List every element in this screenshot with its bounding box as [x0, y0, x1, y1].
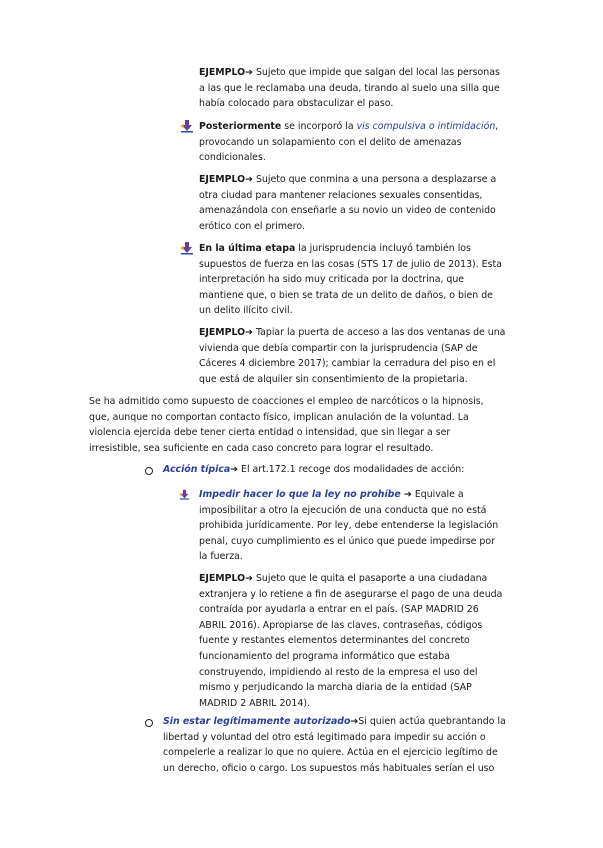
example-label: EJEMPLO	[199, 573, 246, 584]
text-line: Se ha admitido como supuesto de coacciones el empleo de narcóticos o la hipnosis,	[89, 396, 484, 407]
text-line: otra ciudad para mantener relaciones sexuales consentidas,	[199, 189, 483, 201]
text-line: penal, cuyo cumplimiento es el único que puede impedirse por	[199, 535, 495, 547]
text-line: MADRID 2 ABRIL 2014).	[199, 697, 310, 709]
text-line: irresistible, sea suficiente en cada caso concreto para lograr el resultado.	[89, 442, 434, 454]
text-line: libertad y voluntad del otro está legitimado para impedir su acción o	[163, 731, 486, 743]
example-3	[199, 325, 505, 387]
circle-bullet-icon	[145, 719, 153, 727]
example-label: EJEMPLO	[199, 327, 246, 338]
arrow-right-icon: ➔	[245, 67, 253, 78]
item-heading: En la última etapa	[199, 243, 296, 254]
text-line: Sujeto que impide que salgan del local las personas	[252, 67, 500, 78]
example-label: EJEMPLO	[199, 174, 246, 185]
text-line: había colocado para obstaculizar el paso.	[199, 98, 394, 110]
text-line: Sujeto que le quita el pasaporte a una ciudadana	[252, 573, 488, 584]
arrow-bullet-icon	[179, 489, 190, 500]
italic-term: vis compulsiva o intimidación	[356, 121, 496, 132]
text-line: que, aunque no comportan contacto físico, implican anulación de la voluntad. La	[89, 411, 469, 423]
text-span: ,	[495, 121, 499, 132]
item-heading: Impedir hacer lo que la ley no prohíbe	[199, 489, 401, 500]
accion-tipica-item	[163, 462, 464, 478]
text-line: fuente y restantes elementos determinantes del concreto	[199, 635, 470, 647]
item-heading: Sin estar legítimamente autorizado	[163, 716, 351, 727]
text-span: Si quien actúa quebrantando la	[358, 716, 506, 727]
text-line: compelerle a realizar lo que no quiere. Actúa en el ejercicio legítimo de	[163, 747, 498, 759]
text-line: provocando un solapamiento con el delito de amenazas	[199, 136, 462, 148]
example-label: EJEMPLO	[199, 67, 246, 78]
text-line: vivienda que debía compartir con la jurisprudencia (SAP de	[199, 342, 478, 354]
text-span: Equivale a	[411, 489, 464, 500]
text-line: mantiene que, o bien se trata de un delito de daños, o bien de	[199, 289, 493, 301]
text-line: ABRIL 2016). Apropiarse de las claves, contraseñas, códigos	[199, 619, 483, 631]
text-span: se incorporó la	[281, 121, 357, 132]
text-line: a las que le reclamaba una deuda, tirando al suelo una silla que	[199, 82, 500, 94]
text-span: El art.172.1 recoge dos modalidades de acción:	[238, 464, 465, 475]
arrow-right-icon: ➔	[245, 327, 253, 338]
item-heading: Acción típica	[163, 464, 231, 475]
arrow-bullet-icon	[180, 241, 194, 255]
text-line: imposibilitar a otro la ejecución de una conducta que no está	[199, 504, 487, 516]
text-line: construyendo, impidiendo al resto de la empresa el uso del	[199, 666, 478, 678]
example-4	[199, 571, 502, 711]
text-line: contraída por ayudarla a entrar en el país. (SAP MADRID 26	[199, 604, 479, 616]
text-line: extranjera y lo retiene a fin de asegurarse el pago de una deuda	[199, 588, 503, 600]
text-line: erótico con el primero.	[199, 220, 305, 232]
text-line: prohibida jurídicamente. Por ley, debe entenderse la legislación	[199, 520, 499, 532]
example-2	[199, 172, 496, 234]
text-span: la jurisprudencia incluyó también los	[295, 243, 471, 254]
text-line: Cáceres 4 diciembre 2017); cambiar la cerradura del piso en el	[199, 358, 496, 370]
text-line: interpretación ha sido muy criticada por la doctrina, que	[199, 274, 465, 286]
text-line: un delito ilícito civil.	[199, 305, 293, 317]
arrow-right-icon: ➔	[400, 489, 412, 500]
arrow-bullet-icon	[180, 119, 194, 133]
text-line: funcionamiento del programa informático que estaba	[199, 650, 450, 662]
coacciones-paragraph	[89, 394, 484, 456]
posteriormente-item	[199, 119, 498, 166]
text-line: supuestos de fuerza en las cosas (STS 17 de julio de 2013). Esta	[199, 258, 502, 270]
text-line: un derecho, oficio o cargo. Los supuestos más habituales serían el uso	[163, 762, 495, 774]
text-line: amenazándola con enseñarle a su novio un video de contenido	[199, 205, 496, 217]
impedir-hacer-item	[199, 487, 498, 565]
arrow-right-icon: ➔	[245, 573, 253, 584]
item-heading: Posteriormente	[199, 121, 282, 132]
text-line: la fuerza.	[199, 551, 243, 563]
text-line: mismo y perjudicando la marcha diaria de la entidad (SAP	[199, 682, 472, 694]
text-line: condicionales.	[199, 152, 266, 164]
circle-bullet-icon	[145, 467, 153, 475]
arrow-right-icon: ➔	[350, 716, 359, 727]
ultima-etapa-item	[199, 241, 502, 319]
arrow-right-icon: ➔	[230, 464, 239, 475]
text-line: violencia ejercida debe tener cierta entidad o intensidad, que sin llegar a ser	[89, 427, 451, 439]
text-line: que está de alquiler sin consentimiento de la propietaria.	[199, 373, 468, 385]
text-line: Sujeto que conmina a una persona a desplazarse a	[252, 174, 497, 185]
arrow-right-icon: ➔	[245, 174, 253, 185]
example-1	[199, 65, 500, 112]
sin-estar-autorizado-item	[163, 714, 506, 776]
text-line: Tapiar la puerta de acceso a las dos ventanas de una	[252, 327, 506, 338]
